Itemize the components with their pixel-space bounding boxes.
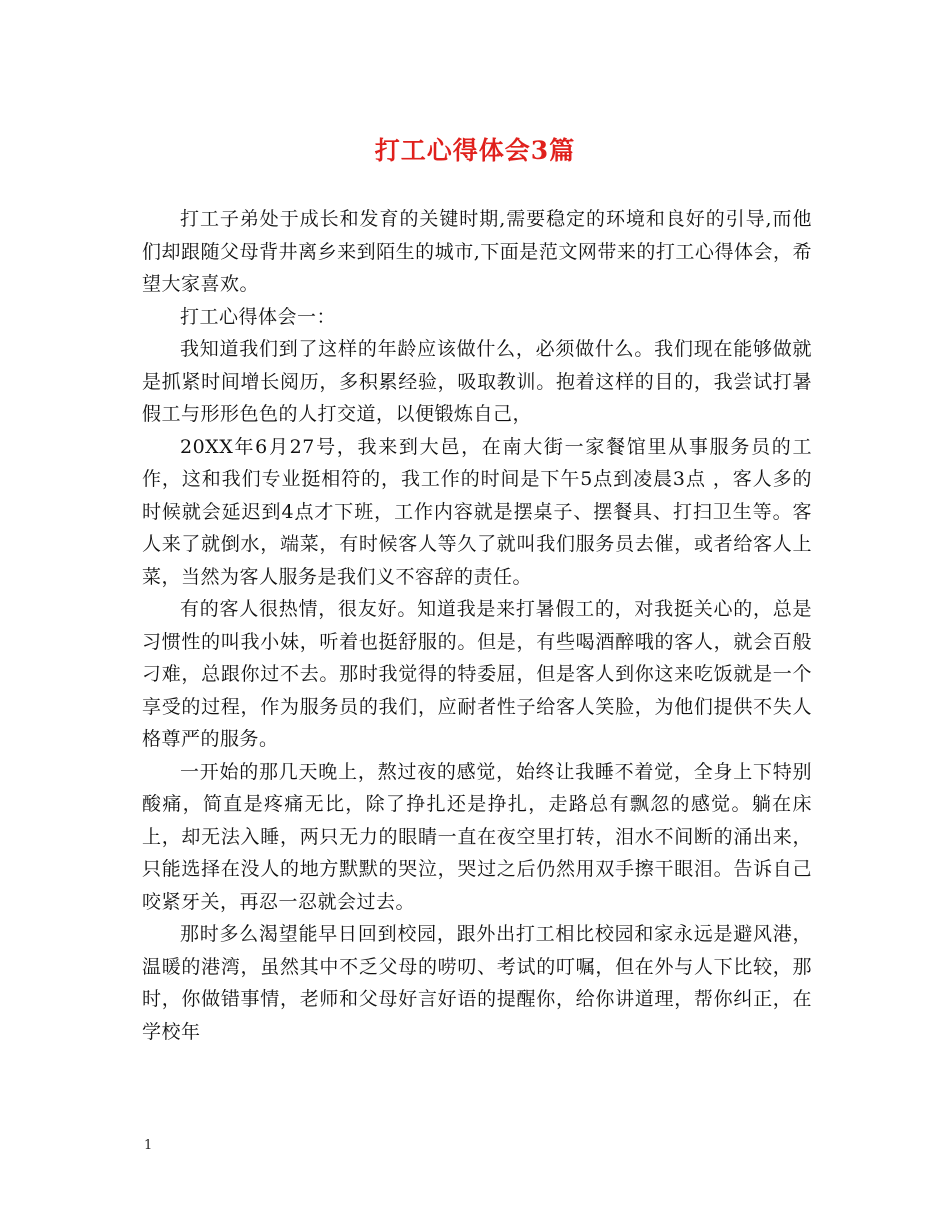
document-body	[142, 203, 812, 1048]
body-paragraph: 20XX年6月27号，我来到大邑，在南大街一家餐馆里从事服务员的工作，这和我们专业挺相符的，我工作的时间是下午5点到凌晨3点 ，客人多的时候就会延迟到4点才下班，工作内容就是摆桌子、摆餐具、打扫卫生等。客人来了就倒水，端菜，有时候客人等久了就叫我们服务员去催，或者给客人上菜，当然为客人服务是我们义不容辞的责任。	[142, 435, 812, 588]
body-paragraph: 我知道我们到了这样的年龄应该做什么，必须做什么。我们现在能够做就是抓紧时间增长阅历，多积累经验，吸取教训。抱着这样的目的，我尝试打暑假工与形形色色的人打交道，以便锻炼自己，	[142, 338, 812, 425]
intro-paragraph: 打工子弟处于成长和发育的关键时期,需要稳定的环境和良好的引导,而他们却跟随父母背井离乡来到陌生的城市,下面是范文网带来的打工心得体会，希望大家喜欢。	[142, 208, 812, 295]
body-paragraph: 一开始的那几天晚上，熬过夜的感觉，始终让我睡不着觉，全身上下特别酸痛，简直是疼痛无比，除了挣扎还是挣扎，走路总有飘忽的感觉。躺在床上，却无法入睡，两只无力的眼睛一直在夜空里打转，泪水不间断的涌出来，只能选择在没人的地方默默的哭泣，哭过之后仍然用双手擦干眼泪。告诉自己咬紧牙关，再忍一忍就会过去。	[142, 760, 812, 913]
document-title: 打工心得体会3篇	[374, 136, 576, 165]
section-heading: 打工心得体会一：	[180, 305, 337, 328]
body-paragraph: 那时多么渴望能早日回到校园，跟外出打工相比校园和家永远是避风港，温暖的港湾，虽然其中不乏父母的唠叨、考试的叮嘱，但在外与人下比较，那时，你做错事情，老师和父母好言好语的提醒你，给你讲道理，帮你纠正，在学校年	[142, 923, 812, 1043]
page-number: 1	[144, 1138, 153, 1153]
body-paragraph: 有的客人很热情，很友好。知道我是来打暑假工的，对我挺关心的，总是习惯性的叫我小妹，听着也挺舒服的。但是，有些喝酒醉哦的客人，就会百般刁难，总跟你过不去。那时我觉得的特委屈，但是客人到你这来吃饭就是一个享受的过程，作为服务员的我们，应耐者性子给客人笑脸，为他们提供不失人格尊严的服务。	[142, 598, 812, 750]
